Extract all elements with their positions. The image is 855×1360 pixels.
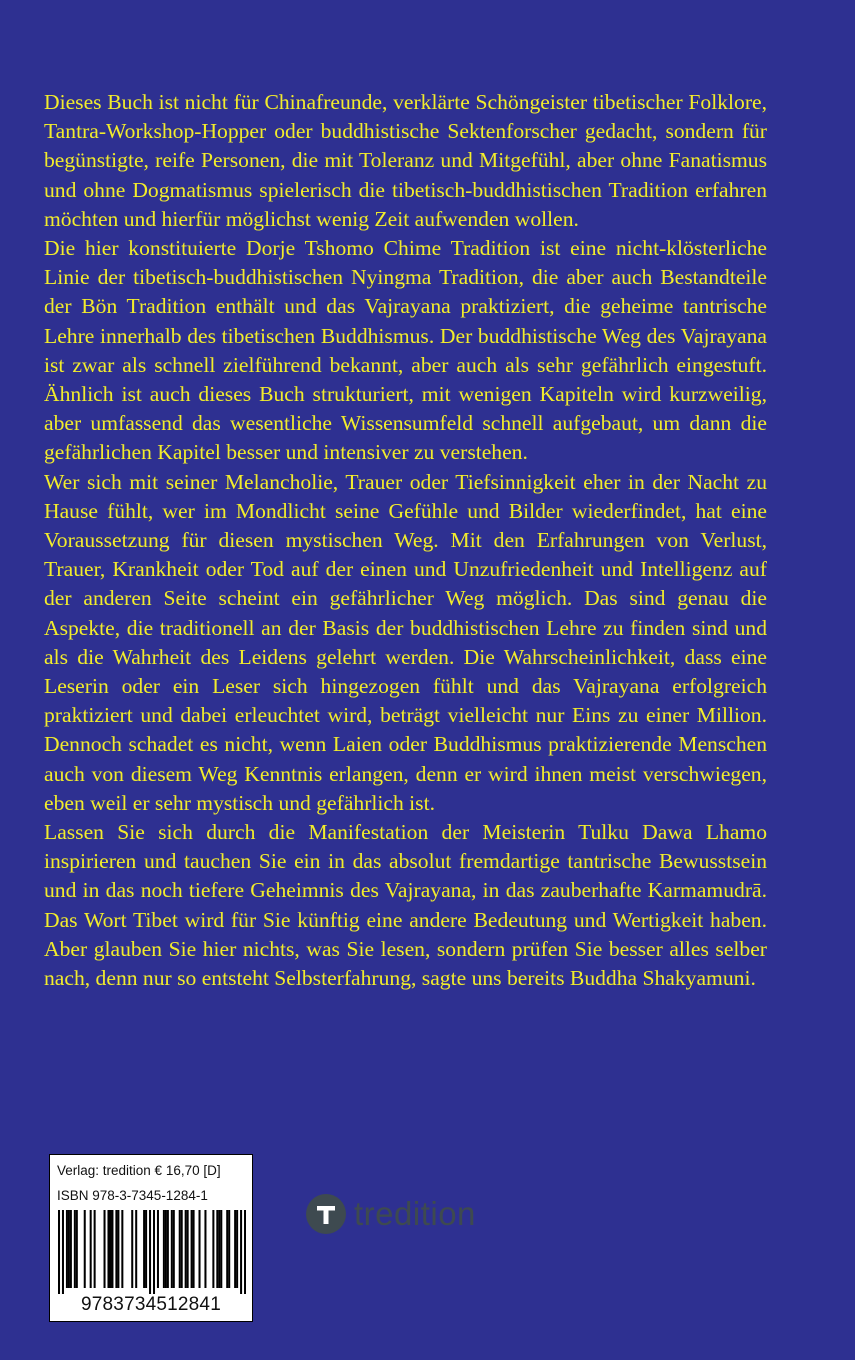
logo-wordmark: tredition [354, 1195, 476, 1232]
barcode-bar [236, 1210, 238, 1288]
barcode-bar [228, 1210, 230, 1288]
barcode-bar [104, 1210, 106, 1288]
barcode-bar [218, 1210, 220, 1288]
barcode-bar [216, 1210, 218, 1288]
barcode-bar [107, 1210, 109, 1288]
barcode-bar [212, 1210, 214, 1288]
barcode-bar [220, 1210, 222, 1288]
isbn-line: ISBN 978-3-7345-1284-1 [57, 1188, 208, 1203]
blurb-paragraph: Die hier konstituierte Dorje Tshomo Chime Tradition ist eine nicht-klösterliche Linie der tibetisch-buddhistischen Nyingma Tradition, die aber auch Bestandteile der Bön Tradition enthält und das Vajrayana praktiziert, die geheime tantrische Lehre innerhalb des tibetischen Buddhismus. Der buddhistische Weg des Vajrayana ist zwar als schnell zielführend bekannt, aber auch als sehr gefährlich eingestuft. Ähnlich ist auch dieses Buch strukturiert, mit wenigen Kapiteln wird kurzweilig, aber umfassend das wesentliche Wissensumfeld schnell aufgebaut, um dann die gefährlichen Kapitel besser und intensiver zu verstehen. [44, 236, 767, 465]
barcode-bar [171, 1210, 173, 1288]
barcode-bar [76, 1210, 78, 1288]
isbn-barcode-box [49, 1154, 253, 1322]
barcode-bar [165, 1210, 167, 1288]
barcode-bar [109, 1210, 111, 1288]
barcode-bar [121, 1210, 123, 1288]
publisher-price-line: Verlag: tredition € 16,70 [D] [57, 1163, 221, 1178]
barcode-bar [204, 1210, 206, 1288]
barcode-bar [58, 1210, 60, 1294]
barcode-bar [185, 1210, 187, 1288]
barcode-bar [187, 1210, 189, 1288]
barcode-bar [143, 1210, 145, 1288]
barcode-bar [199, 1210, 201, 1288]
barcode-bar [115, 1210, 117, 1288]
blurb-paragraph: Dieses Buch ist nicht für Chinafreunde, verklärte Schöngeister tibetischer Folklore, Tantra-Workshop-Hopper oder buddhistische Sektenforscher gedacht, sondern für begünstigte, reife Personen, die mit Toleranz und Mitgefühl, aber ohne Fanatismus und ohne Dogmatismus spielerisch die tibetisch-buddhistischen Tradition erfahren möchten und hierfür möglichst wenig Zeit aufwenden wollen. [44, 90, 767, 231]
barcode-bar [131, 1210, 133, 1288]
barcode-number: 9783734512841 [81, 1294, 221, 1315]
barcode-bar [84, 1210, 86, 1288]
barcode-bar [193, 1210, 195, 1288]
blurb-paragraph: Lassen Sie sich durch die Manifestation der Meisterin Tulku Dawa Lhamo inspirieren und tauchen Sie ein in das absolut fremdartige tantrische Bewusstsein und in das noch tiefere Geheimnis des Vajrayana, in das zauberhafte Karmamudrā. Das Wort Tibet wird für Sie künftig eine andere Bedeutung und Wertigkeit haben. Aber glauben Sie hier nichts, was Sie lesen, sondern prüfen Sie besser alles selber nach, denn nur so entsteht Selbsterfahrung, sagte uns bereits Buddha Shakyamuni. [44, 820, 767, 991]
barcode-bar [149, 1210, 151, 1294]
barcode-bar [226, 1210, 228, 1288]
barcode-bar [94, 1210, 96, 1288]
blurb-paragraph: Wer sich mit seiner Melancholie, Trauer oder Tiefsinnigkeit eher in der Nacht zu Hause fühlt, wer im Mondlicht seine Gefühle und Bilder wiederfindet, hat eine Voraussetzung für diesen mystischen Weg. Mit den Erfahrungen von Verlust, Trauer, Krankheit oder Tod auf der einen und Unzufriedenheit und Intelligenz auf der anderen Seite scheint ein gefährlicher Weg möglich. Das sind genau die Aspekte, die traditionell an der Basis der buddhistischen Lehre zu finden sind und als die Wahrheit des Leidens gelehrt werden. Die Wahrscheinlichkeit, dass eine Leserin oder ein Leser sich hingezogen fühlt und das Vajrayana erfolgreich praktiziert und dabei erleuchtet wird, beträgt vielleicht nur Eins zu einer Million. Dennoch schadet es nicht, wenn Laien oder Buddhismus praktizierende Menschen auch von diesem Weg Kenntnis erlangen, denn er wird ihnen meist verschwiegen, eben weil er sehr mystisch und gefährlich ist. [44, 469, 767, 815]
barcode-bar [111, 1210, 113, 1288]
barcode-bar [135, 1210, 137, 1288]
barcode-bar [62, 1210, 64, 1294]
barcode-bar [244, 1210, 246, 1294]
barcode-bar [66, 1210, 68, 1288]
barcode-bar [157, 1210, 159, 1288]
barcode-bar [74, 1210, 76, 1288]
barcode-bar [145, 1210, 147, 1288]
barcode-bar [191, 1210, 193, 1288]
barcode-bar [173, 1210, 175, 1288]
barcode-bar [70, 1210, 72, 1288]
barcode-bar [153, 1210, 155, 1294]
barcode-bar [68, 1210, 70, 1288]
barcode-bar [163, 1210, 165, 1288]
barcode-bar [240, 1210, 242, 1294]
barcode-bar [179, 1210, 181, 1288]
barcode-image [58, 1210, 246, 1294]
barcode-bar [167, 1210, 169, 1288]
back-cover-blurb [44, 88, 767, 993]
barcode-bar [117, 1210, 119, 1288]
barcode-bar [234, 1210, 236, 1288]
tredition-t-icon [306, 1194, 346, 1234]
barcode-bar [181, 1210, 183, 1288]
barcode-bar [90, 1210, 92, 1288]
publisher-logo [306, 1194, 476, 1234]
